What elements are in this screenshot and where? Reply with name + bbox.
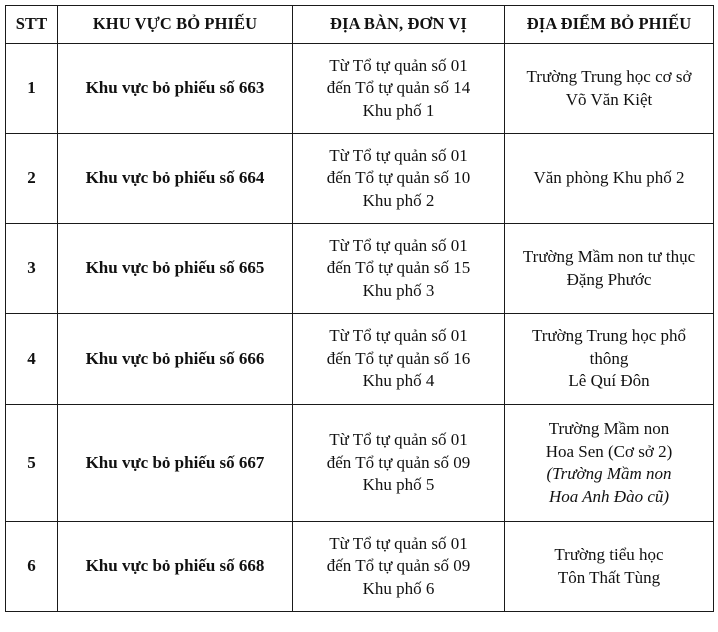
cell-dia-ban [293, 134, 505, 224]
header-row [6, 6, 714, 44]
dia-diem-line: Hoa Sen (Cơ sở 2) [545, 441, 673, 461]
table-row [6, 522, 714, 612]
dia-ban-line: Từ Tổ tự quản số 01 [329, 533, 468, 553]
cell-dia-ban [293, 405, 505, 522]
dia-diem-line: Tôn Thất Tùng [557, 567, 661, 587]
dia-ban-line: Từ Tổ tự quản số 01 [329, 145, 468, 165]
cell-stt: 2 [6, 134, 58, 224]
table-row [6, 405, 714, 522]
table-row [6, 224, 714, 314]
dia-diem-note-line: (Trường Mầm non [546, 464, 672, 483]
dia-diem-line: Trường tiểu học [554, 545, 664, 564]
dia-ban-line: Khu phố 5 [362, 475, 435, 495]
table-header [6, 6, 714, 44]
table-row [6, 314, 714, 405]
cell-dia-diem [505, 405, 714, 522]
cell-dia-diem [505, 224, 714, 314]
table-body [6, 44, 714, 612]
dia-diem-line: thông [589, 348, 629, 368]
cell-stt: 4 [6, 314, 58, 405]
dia-ban-line: Khu phố 2 [362, 190, 435, 210]
dia-ban-line: Khu phố 3 [362, 280, 435, 300]
cell-stt: 3 [6, 224, 58, 314]
dia-diem-line: Đặng Phước [566, 269, 652, 289]
dia-ban-line: Từ Tổ tự quản số 01 [329, 55, 468, 75]
cell-dia-diem [505, 134, 714, 224]
dia-diem-line: Trường Trung học cơ sở [526, 67, 692, 86]
dia-diem-note-line: Hoa Anh Đào cũ) [548, 486, 670, 506]
dia-ban-line: Khu phố 1 [362, 100, 435, 120]
cell-khu-vuc: Khu vực bỏ phiếu số 665 [58, 224, 293, 314]
dia-diem-line: Trường Mầm non [548, 419, 670, 438]
cell-dia-diem [505, 314, 714, 405]
cell-dia-ban [293, 44, 505, 134]
cell-dia-ban [293, 522, 505, 612]
table-row [6, 44, 714, 134]
cell-khu-vuc: Khu vực bỏ phiếu số 668 [58, 522, 293, 612]
dia-ban-line: Từ Tổ tự quản số 01 [329, 235, 468, 255]
polling-stations-table-container [5, 5, 713, 612]
dia-ban-line: Từ Tổ tự quản số 01 [329, 430, 468, 450]
dia-diem-line: Văn phòng Khu phố 2 [533, 168, 685, 188]
cell-dia-diem [505, 522, 714, 612]
dia-ban-line: Khu phố 4 [362, 371, 435, 391]
cell-stt: 5 [6, 405, 58, 522]
cell-khu-vuc: Khu vực bỏ phiếu số 666 [58, 314, 293, 405]
cell-dia-ban [293, 224, 505, 314]
cell-khu-vuc: Khu vực bỏ phiếu số 667 [58, 405, 293, 522]
dia-diem-line: Lê Quí Đôn [568, 371, 650, 391]
dia-ban-line: Từ Tổ tự quản số 01 [329, 326, 468, 346]
polling-stations-table [5, 5, 714, 612]
dia-ban-line: đến Tổ tự quản số 16 [326, 348, 471, 368]
header-stt: STT [6, 6, 58, 44]
table-row [6, 134, 714, 224]
dia-ban-line: đến Tổ tự quản số 15 [326, 258, 471, 278]
dia-ban-line: đến Tổ tự quản số 09 [326, 556, 471, 576]
cell-dia-ban [293, 314, 505, 405]
cell-khu-vuc: Khu vực bỏ phiếu số 664 [58, 134, 293, 224]
header-khu-vuc: KHU VỰC BỎ PHIẾU [58, 6, 293, 44]
dia-ban-line: Khu phố 6 [362, 578, 435, 598]
cell-dia-diem [505, 44, 714, 134]
cell-stt: 1 [6, 44, 58, 134]
dia-diem-line: Trường Mầm non tư thục [522, 247, 696, 266]
cell-stt: 6 [6, 522, 58, 612]
dia-ban-line: đến Tổ tự quản số 14 [326, 78, 471, 98]
header-dia-ban: ĐỊA BÀN, ĐƠN VỊ [293, 6, 505, 44]
dia-diem-line: Trường Trung học phổ [531, 326, 687, 346]
dia-ban-line: đến Tổ tự quản số 09 [326, 452, 471, 472]
header-dia-diem: ĐỊA ĐIỂM BỎ PHIẾU [505, 6, 714, 44]
dia-ban-line: đến Tổ tự quản số 10 [326, 168, 471, 188]
cell-khu-vuc: Khu vực bỏ phiếu số 663 [58, 44, 293, 134]
dia-diem-line: Võ Văn Kiệt [565, 89, 653, 109]
